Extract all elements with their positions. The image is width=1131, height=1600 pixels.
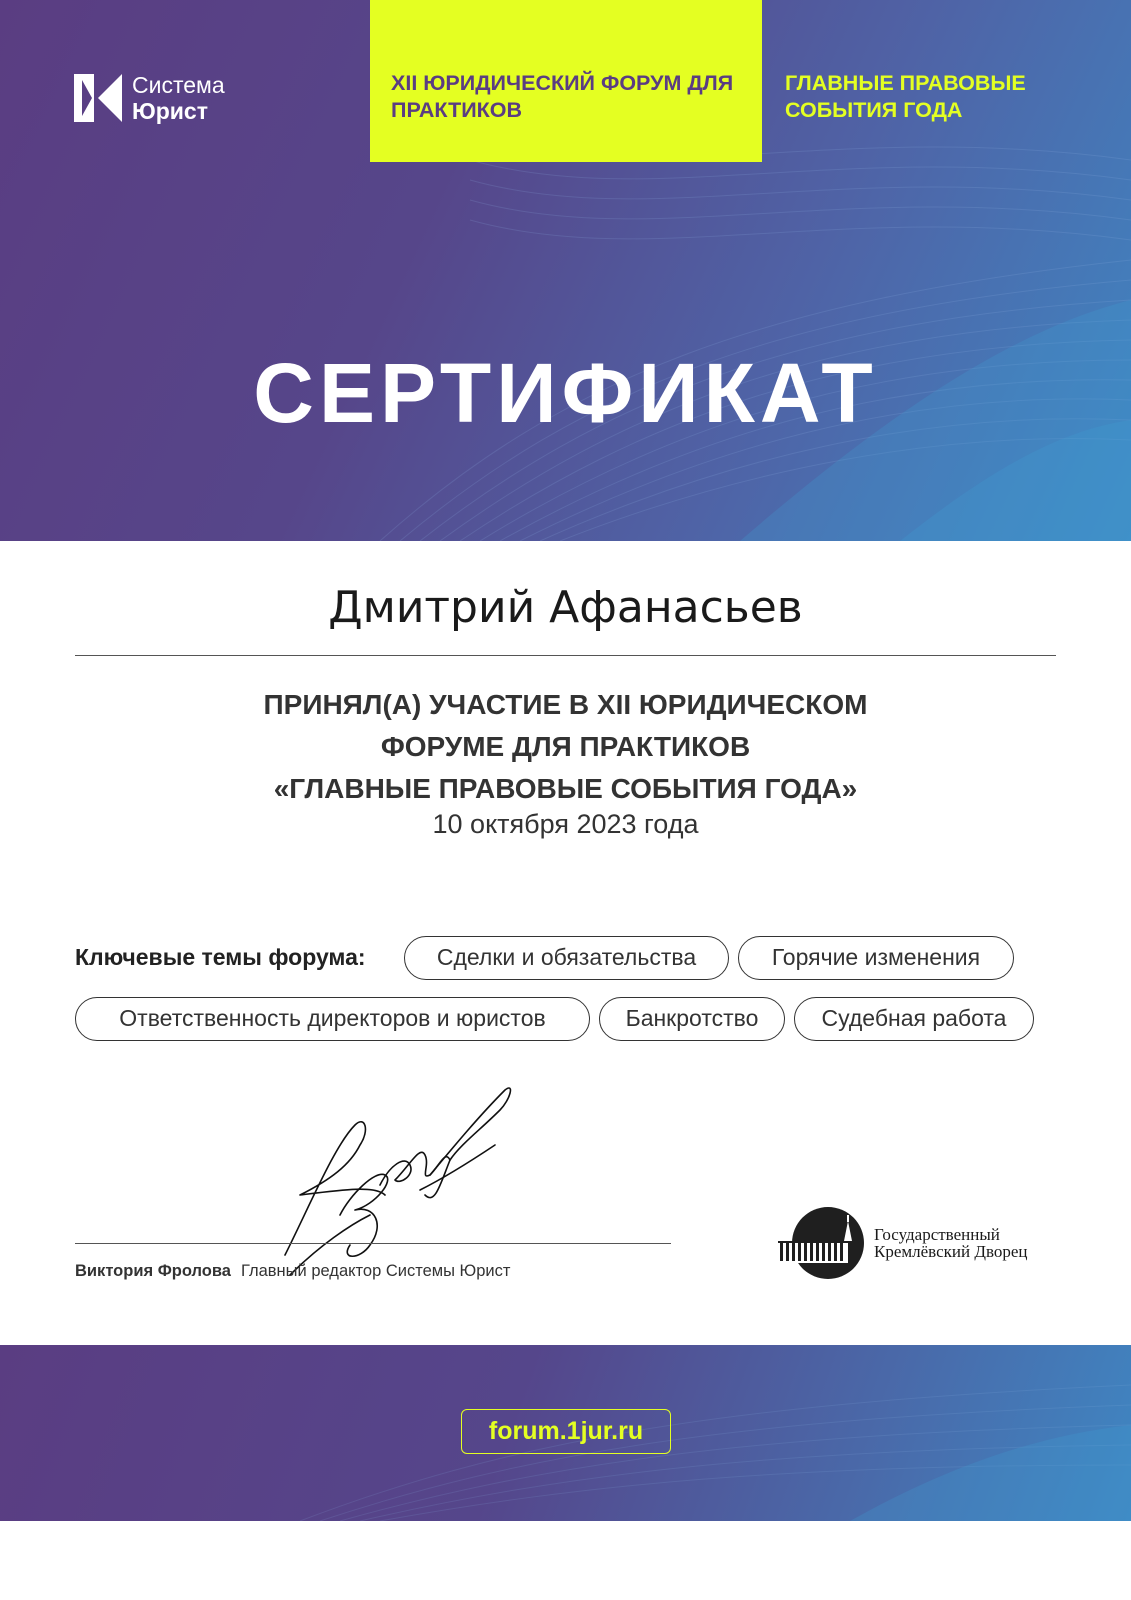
sistema-yurist-logo xyxy=(74,72,225,124)
topic-chip: Горячие изменения xyxy=(738,936,1014,980)
event-subtitle: ГЛАВНЫЕ ПРАВОВЫЕ СОБЫТИЯ ГОДА xyxy=(785,71,1026,122)
event-title-box xyxy=(370,0,762,162)
kremlin-text-line1: Государственный xyxy=(874,1225,1000,1244)
kremlin-text-line2: Кремлёвский Дворец xyxy=(874,1242,1028,1261)
signatory xyxy=(75,1262,510,1281)
signatory-position: Главный редактор Системы Юрист xyxy=(240,1262,511,1280)
signature-line xyxy=(75,1243,671,1244)
event-date: 10 октября 2023 года xyxy=(432,809,699,839)
logo-text xyxy=(132,72,225,124)
topic-chip: Банкротство xyxy=(599,997,785,1041)
sistema-yurist-logo-icon xyxy=(74,74,124,122)
certificate-footer xyxy=(0,1345,1131,1521)
signature-image xyxy=(280,1085,540,1275)
topic-chip: Сделки и обязательства xyxy=(404,936,729,980)
kremlin-palace-logo xyxy=(778,1207,1028,1279)
topic-chip: Судебная работа xyxy=(794,997,1034,1041)
logo-line1: Система xyxy=(132,72,225,98)
certificate-title: СЕРТИФИКАТ xyxy=(253,346,878,440)
website-link[interactable]: forum.1jur.ru xyxy=(461,1409,671,1454)
topic-chip: Ответственность директоров и юристов xyxy=(75,997,590,1041)
kremlin-palace-emblem-icon xyxy=(778,1207,870,1279)
participation-statement xyxy=(0,684,1131,810)
certificate-header xyxy=(0,0,1131,541)
logo-line2: Юрист xyxy=(132,98,208,124)
participation-line2: ФОРУМЕ ДЛЯ ПРАКТИКОВ xyxy=(380,731,751,762)
recipient-name: Дмитрий Афанасьев xyxy=(328,582,803,633)
participation-line3: «ГЛАВНЫЕ ПРАВОВЫЕ СОБЫТИЯ ГОДА» xyxy=(273,773,858,804)
kremlin-palace-text xyxy=(874,1226,1028,1260)
participation-line1: ПРИНЯЛ(А) УЧАСТИЕ В XII ЮРИДИЧЕСКОМ xyxy=(263,689,868,720)
name-underline xyxy=(75,655,1056,656)
event-title: XII ЮРИДИЧЕСКИЙ ФОРУМ ДЛЯ ПРАКТИКОВ xyxy=(391,71,734,122)
signatory-name: Виктория Фролова xyxy=(75,1262,231,1280)
topics-label: Ключевые темы форума: xyxy=(75,944,366,970)
